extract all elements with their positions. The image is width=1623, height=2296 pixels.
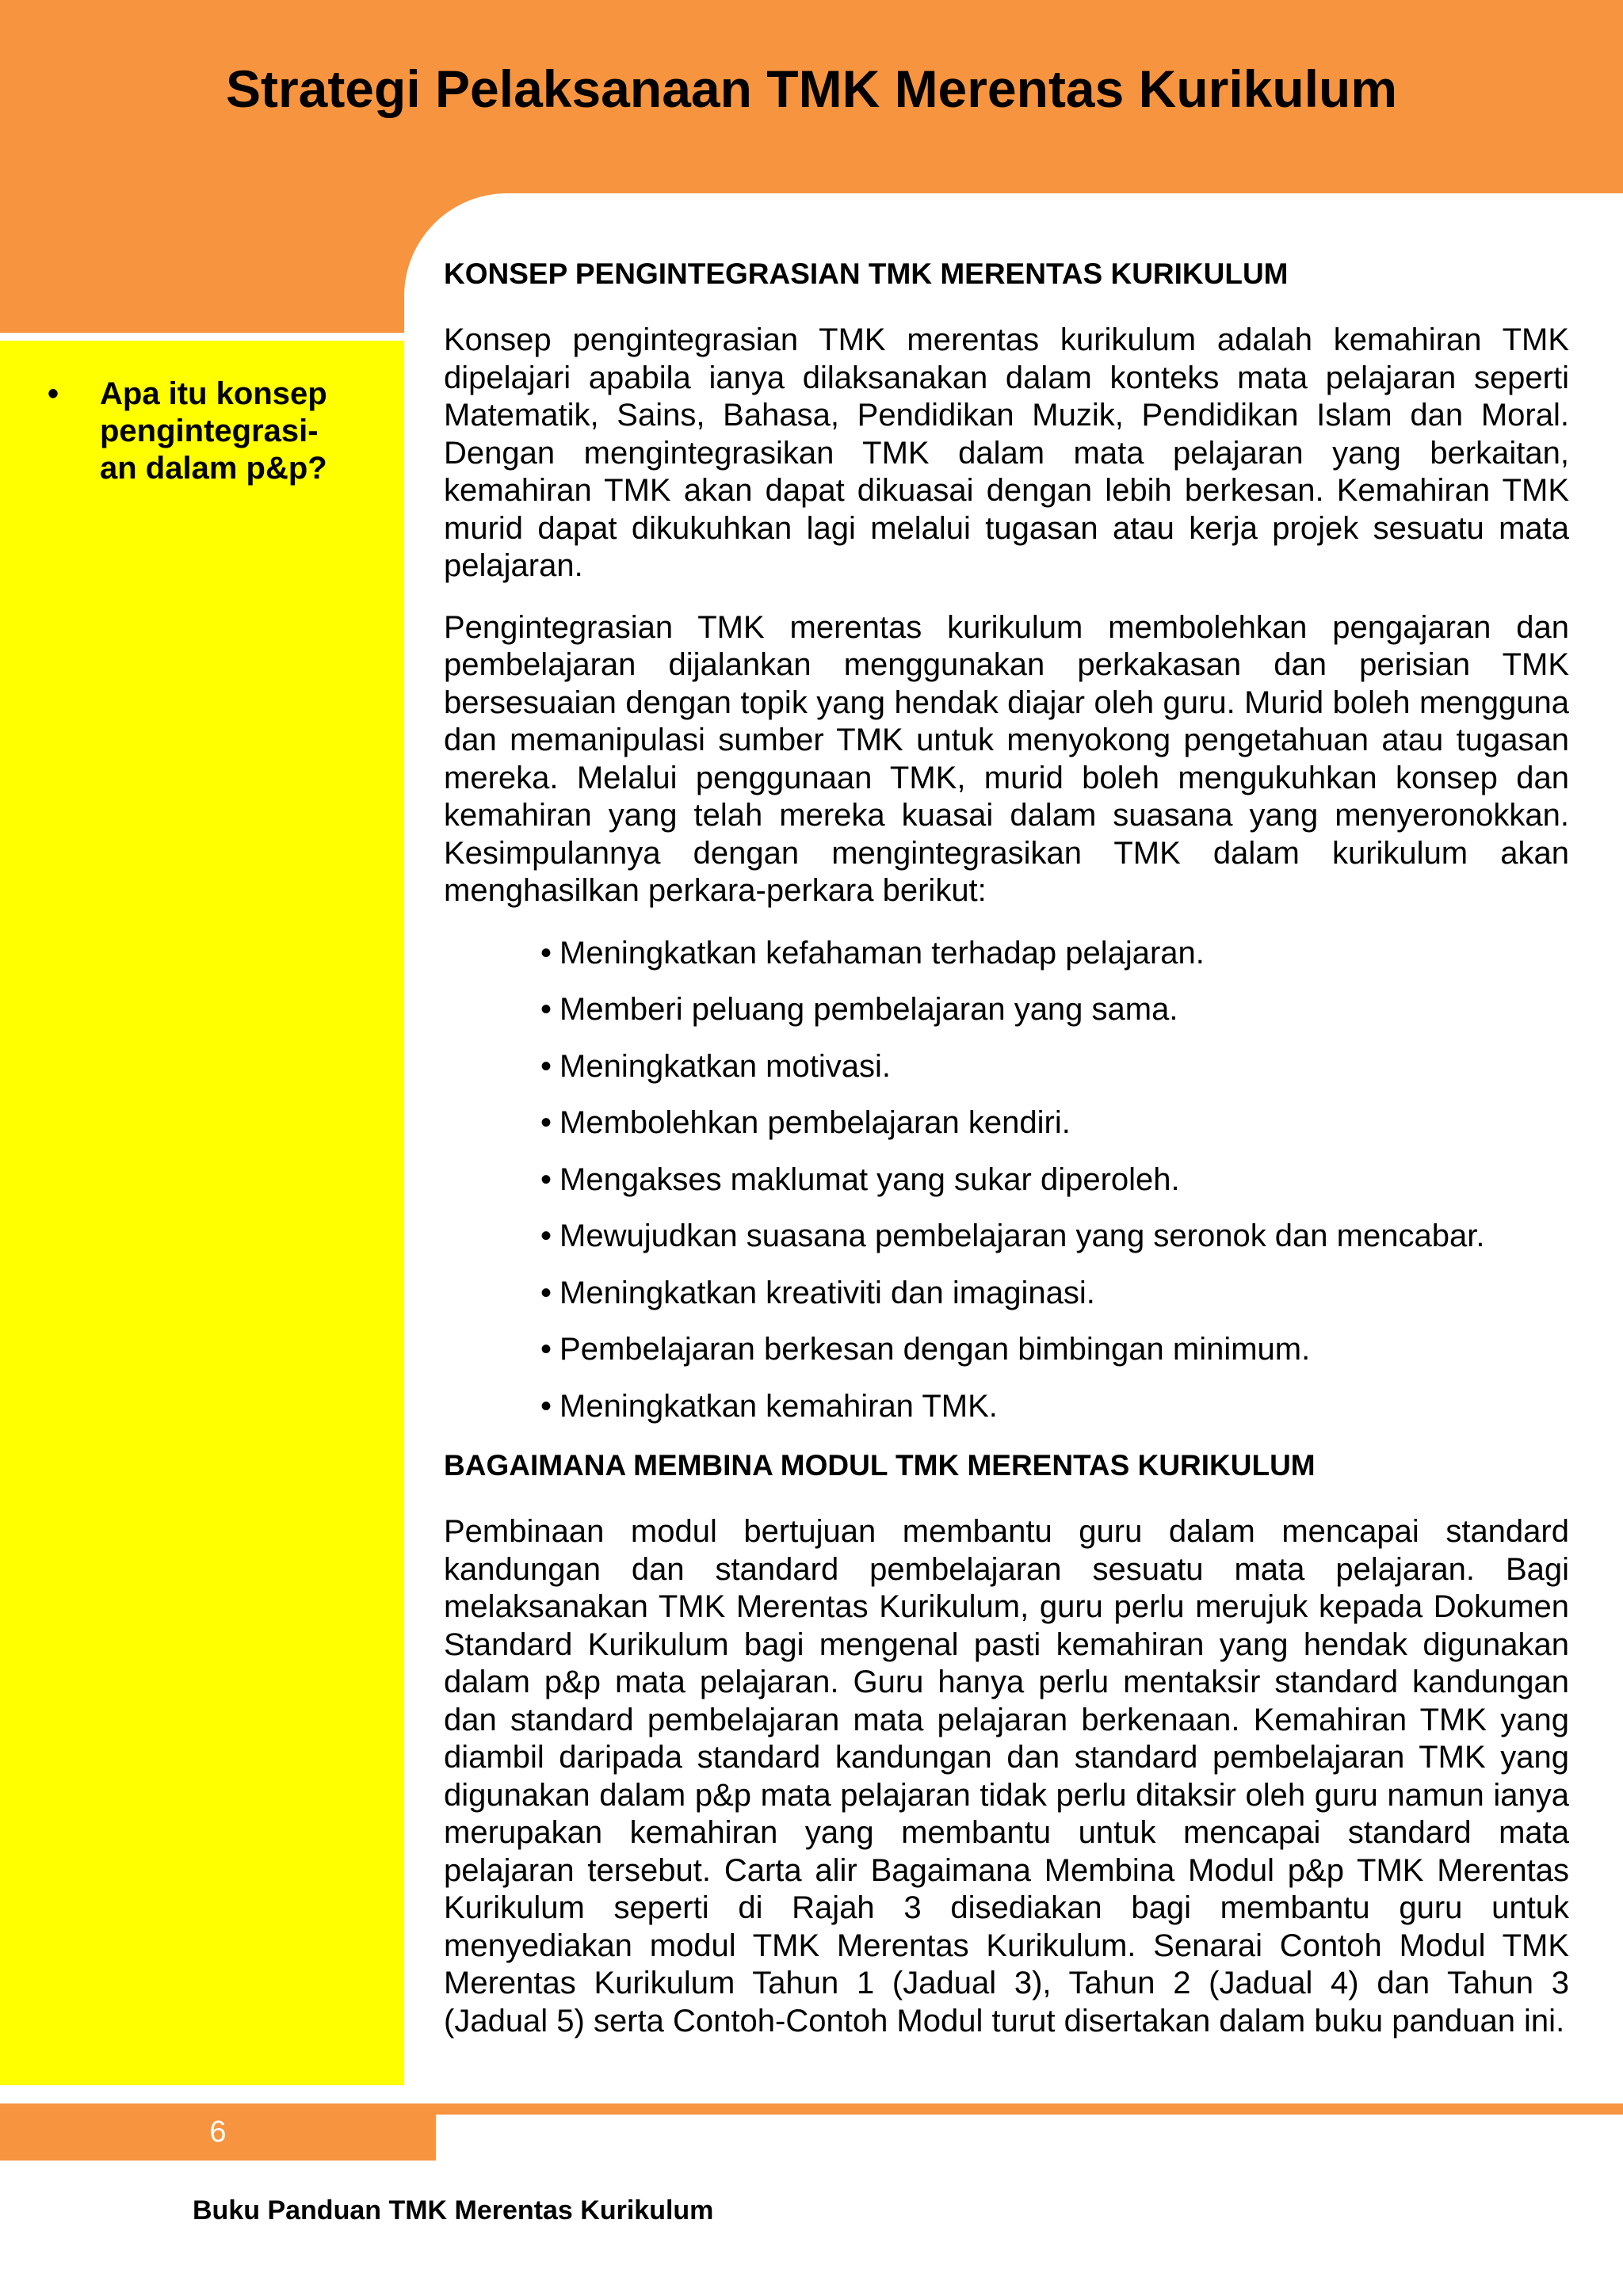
paragraph: Konsep pengintegrasian TMK merentas kurikulum adalah kemahiran TMK dipelajari apabila ianya dilaksanakan dalam konteks mata pelajaran seperti Matematik, Sains, Bahasa, Pendidikan Muzik, Pendidikan Islam dan Moral. Dengan mengintegrasikan TMK dalam mata pelajaran yang berkaitan, kemahiran TMK akan dapat dikuasai dengan lebih berkesan. Kemahiran TMK murid dapat dikukuhkan lagi melalui tugasan atau kerja projek sesuatu mata pelajaran. [444, 322, 1569, 583]
list-item [540, 1274, 1569, 1312]
sidebar [0, 341, 404, 2085]
bullet-dot: • [540, 1048, 552, 1084]
main-content [444, 252, 1569, 2064]
list-item-text: Mengakses maklumat yang sukar diperoleh. [559, 1161, 1180, 1197]
list-item-text: Meningkatkan motivasi. [559, 1048, 891, 1084]
bullet-dot: • [540, 935, 552, 971]
footer-book-title: Buku Panduan TMK Merentas Kurikulum [193, 2195, 714, 2225]
list-item-text: Mewujudkan suasana pembelajaran yang seronok dan mencabar. [559, 1219, 1485, 1253]
sidebar-divider [0, 333, 404, 341]
list-item-text: Pembelajaran berkesan dengan bimbingan minimum. [559, 1332, 1311, 1367]
paragraph: Pengintegrasian TMK merentas kurikulum membolehkan pengajaran dan pembelajaran dijalankan menggunakan perkakasan dan perisian TMK bersesuaian dengan topik yang hendak diajar oleh guru. Murid boleh mengguna dan memanipulasi sumber TMK untuk menyokong pengetahuan atau tugasan mereka. Melalui penggunaan TMK, murid boleh mengukuhkan konsep dan kemahiran yang telah mereka kuasai dalam suasana yang menyeronokkan. Kesimpulannya dengan mengintegrasikan TMK dalam kurikulum akan menghasilkan perkara-perkara berikut: [444, 609, 1569, 908]
list-item-text: Meningkatkan kemahiran TMK. [559, 1388, 998, 1424]
list-item-text: Membolehkan pembelajaran kendiri. [559, 1105, 1071, 1140]
page-number: 6 [0, 2103, 436, 2161]
paragraph: Pembinaan modul bertujuan membantu guru dalam mencapai standard kandungan dan standard pembelajaran sesuatu mata pelajaran. Bagi melaksanakan TMK Merentas Kurikulum, guru perlu merujuk kepada Dokumen Standard Kurikulum bagi mengenal pasti kemahiran yang hendak digunakan dalam p&p mata pelajaran. Guru hanya perlu mentaksir standard kandungan dan standard pembelajaran mata pelajaran berkenaan. Kemahiran TMK yang diambil daripada standard kandungan dan standard pembelajaran TMK yang digunakan dalam p&p mata pelajaran tidak perlu ditaksir oleh guru namun ianya merupakan kemahiran yang membantu untuk mencapai standard mata pelajaran tersebut. Carta alir Bagaimana Membina Modul p&p TMK Merentas Kurikulum seperti di Rajah 3 disediakan bagi membantu guru untuk menyediakan modul TMK Merentas Kurikulum. Senarai Contoh Modul TMK Merentas Kurikulum Tahun 1 (Jadual 3), Tahun 2 (Jadual 4) dan Tahun 3 (Jadual 5) serta Contoh-Contoh Modul turut disertakan dalam buku panduan ini. [444, 1514, 1569, 2039]
sidebar-question [48, 376, 349, 487]
list-item [540, 1161, 1569, 1199]
section-heading-bagaimana: BAGAIMANA MEMBINA MODUL TMK MERENTAS KURIKULUM [444, 1449, 1316, 1482]
list-item [540, 1047, 1569, 1085]
list-item [540, 990, 1569, 1028]
bullet-dot: • [540, 1388, 552, 1424]
list-item-text: Meningkatkan kefahaman terhadap pelajaran. [559, 935, 1205, 971]
bullet-dot: • [540, 1332, 552, 1367]
page-title: Strategi Pelaksanaan TMK Merentas Kurikulum [225, 59, 1398, 118]
bullet-dot: • [540, 1161, 552, 1197]
list-item [540, 1217, 1569, 1255]
bullet-dot: • [540, 1219, 552, 1253]
bullet-dot: • [540, 1105, 552, 1140]
list-item [540, 934, 1569, 972]
section-heading-konsep: KONSEP PENGINTEGRASIAN TMK MERENTAS KURIKULUM [444, 257, 1289, 290]
list-item [540, 1330, 1569, 1368]
bullet-dot: • [540, 1275, 552, 1310]
list-item [540, 1104, 1569, 1142]
list-item [540, 1387, 1569, 1425]
list-item-text: Memberi peluang pembelajaran yang sama. [559, 992, 1178, 1027]
benefit-list [444, 934, 1569, 1425]
bullet-dot: • [540, 992, 552, 1027]
sidebar-bullet: • [48, 376, 59, 411]
list-item-text: Meningkatkan kreativiti dan imaginasi. [559, 1275, 1095, 1310]
sidebar-question-text: Apa itu konsep pengintegrasi-an dalam p&p? [100, 376, 327, 486]
